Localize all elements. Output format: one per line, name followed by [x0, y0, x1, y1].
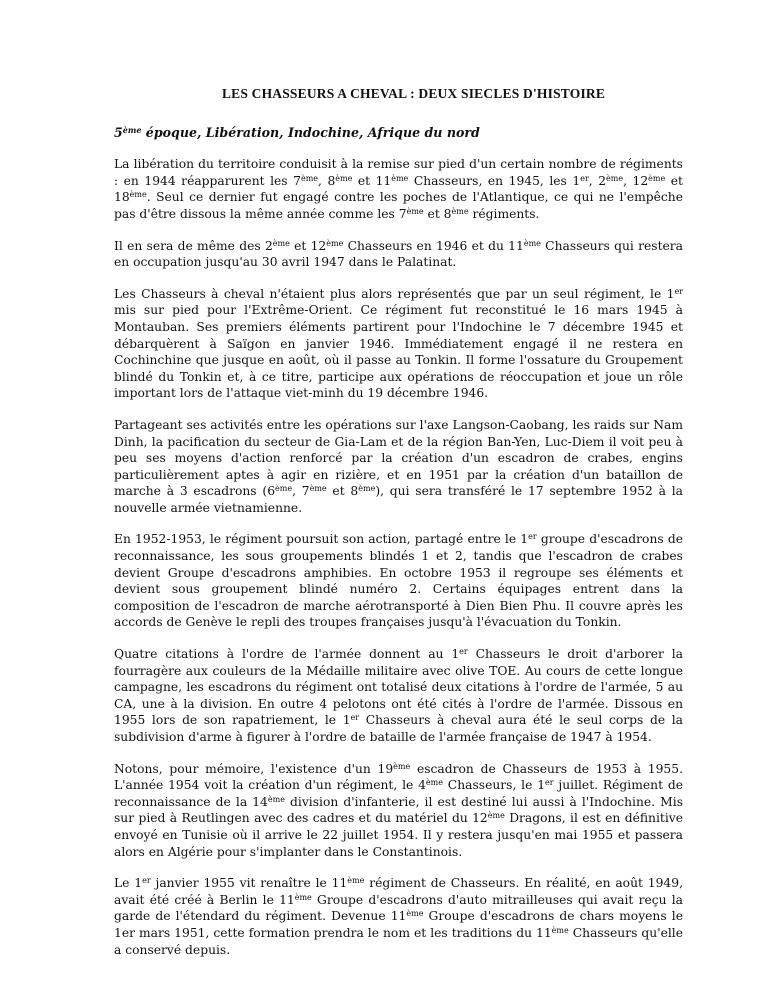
text-run: , 2: [588, 173, 607, 188]
paragraph: [114, 646, 683, 746]
ordinal-superscript: ème: [300, 173, 319, 183]
text-run: régiment de Chasseurs. En réalité, en août 1949, avait été créé à Berlin le 11: [114, 876, 683, 907]
text-run: division d'infanterie, il est destiné lui aussi à l'Indochine. Mis sur pied à Reutlingen avec des cadres et du matériel du 12: [114, 794, 684, 826]
ordinal-superscript: ème: [275, 484, 293, 494]
ordinal-superscript: ème: [523, 238, 541, 248]
document-title: LES CHASSEURS A CHEVAL : DEUX SIECLES D'HISTOIRE: [221, 86, 606, 101]
text-run: Notons, pour mémoire, l'existence d'un 19: [114, 761, 394, 776]
paragraph: [114, 286, 683, 402]
text-run: régiments.: [468, 206, 540, 221]
text-run: escadron de Chasseurs de 1953 à 1955. L'année 1954 voit la création d'un régiment, le 4: [114, 761, 683, 793]
text-run: Les Chasseurs à cheval n'étaient plus alors représentés que par un seul régiment, le 1: [114, 286, 675, 301]
ordinal-superscript: er: [142, 876, 151, 886]
ordinal-superscript: ème: [406, 909, 424, 919]
ordinal-superscript: er: [545, 778, 554, 788]
text-run: , 7: [292, 484, 310, 499]
text-run: Il en sera de même des 2: [114, 238, 273, 253]
ordinal-superscript: ème: [326, 238, 344, 248]
paragraph: [114, 875, 683, 958]
text-run: juillet. Régiment de reconnaissance de la 14: [114, 778, 683, 809]
text-run: Le 1: [114, 876, 143, 891]
ordinal-superscript: ème: [358, 484, 376, 494]
ordinal-superscript: ème: [129, 190, 147, 200]
text-run: mis sur pied pour l'Extrême-Orient. Ce régiment fut reconstitué le 16 mars 1945 à Montauban. Ses premiers éléments partirent pour l'Indochine le 7 décembre 1945 et débarquèrent à Saïgon en janvier 1946. Immédiatement engagé il ne restera en Cochinchine que jusque en août, où il passe au Tonkin. Il forme l'ossature du Groupement blindé du Tonkin et, à ce titre, participe aux opérations de réoccupation et joue un rôle important lors de l'attaque viet-minh du 19 décembre 1946.: [114, 303, 683, 401]
paragraph: [114, 761, 683, 861]
text-run: ), qui sera transféré le 17 septembre 1952 à la nouvelle armée vietnamienne.: [114, 484, 683, 515]
ordinal-superscript: ème: [272, 238, 290, 248]
text-run: janvier 1955 vit renaître le 11: [150, 876, 348, 891]
ordinal-superscript: ème: [335, 173, 353, 183]
paragraph: [114, 156, 683, 222]
text-run: et 11: [352, 173, 392, 188]
paragraph: [114, 417, 683, 517]
text-run: groupe d'escadrons de reconnaissance, les sous groupements blindés 1 et 2, tandis que l'escadron de crabes devient Groupe d'escadrons amphibies. En octobre 1953 il regroupe ses éléments et devient sous groupement blindé numéro 2. Certains équipages entrent dans la composition de l'escadron de marche aérotransporté à Dien Bien Phu. Il couvre après les accords de Genève le repli des troupes françaises jusqu'à l'évacuation du Tonkin.: [114, 532, 683, 630]
text-run: . Seul ce dernier fut engagé contre les poches de l'Atlantique, ce qui ne l'empêche pas d'être dissous la même année comme les 7: [114, 190, 683, 221]
text-run: Dragons, il est en définitive envoyé en Tunisie où il arrive le 22 juillet 1954. Il y restera jusqu'en mai 1955 et passera alors en Algérie pour s'implanter dans le Constantinois.: [114, 811, 684, 859]
text-run: Chasseurs, le 1: [442, 778, 546, 793]
text-run: Chasseurs qui restera en occupation jusqu'au 30 avril 1947 dans le Palatinat.: [114, 238, 684, 270]
ordinal-superscript: ème: [406, 206, 424, 216]
text-run: Quatre citations à l'ordre de l'armée donnent au 1: [114, 647, 460, 662]
paragraph: [114, 531, 683, 631]
paragraph: [114, 238, 683, 271]
text-run: , 12: [623, 173, 649, 188]
ordinal-superscript: ème: [309, 484, 327, 494]
ordinal-superscript: ème: [294, 892, 312, 902]
ordinal-superscript: ème: [391, 173, 409, 183]
ordinal-superscript: ème: [451, 206, 469, 216]
text-run: La libération du territoire conduisit à la remise sur pied d'un certain nombre de régiments : en 1944 réapparurent les 7: [114, 157, 683, 188]
body-text: [114, 156, 683, 958]
text-run: , 8: [318, 173, 336, 188]
text-run: Chasseurs, en 1945, les 1: [408, 173, 581, 188]
ordinal-superscript: er: [459, 647, 468, 657]
ordinal-superscript: er: [350, 713, 360, 723]
ordinal-superscript: ème: [425, 778, 443, 788]
text-run: et 8: [423, 206, 452, 221]
text-run: époque, Libération, Indochine, Afrique du nord: [141, 124, 480, 140]
ordinal-superscript: ème: [551, 925, 569, 935]
text-run: Groupe d'escadrons d'auto mitrailleuses qui avait reçu la garde de l'étendard du régiment. Devenue 11: [114, 892, 684, 924]
ordinal-superscript: ème: [122, 124, 142, 135]
text-run: Partageant ses activités entre les opérations sur l'axe Langson-Caobang, les raids sur Nam Dinh, la pacification du secteur de Gia-Lam et de la région Ban-Yen, Luc-Diem il voit peu à peu ses moyens d'action renforcé par la création d'un escadron de crabes, engins particulièrement aptes à agir en rizière, et en 1951 par la création d'un bataillon de marche à 3 escadrons (6: [114, 417, 683, 499]
ordinal-superscript: er: [528, 532, 537, 542]
section-heading: [114, 125, 683, 142]
ordinal-superscript: ème: [648, 173, 666, 183]
ordinal-superscript: er: [580, 173, 589, 183]
ordinal-superscript: ème: [606, 173, 624, 183]
text-run: et 12: [289, 238, 327, 253]
text-run: Chasseurs à cheval aura été le seul corps de la subdivision d'arme à figurer à l'ordre de bataille de l'armée française de 1947 à 1954.: [114, 713, 683, 744]
ordinal-superscript: ème: [393, 761, 411, 771]
text-run: 5: [114, 124, 123, 140]
ordinal-superscript: ème: [347, 876, 365, 886]
ordinal-superscript: ème: [267, 794, 285, 804]
ordinal-superscript: ème: [487, 811, 505, 821]
text-run: Chasseurs en 1946 et du 11: [343, 238, 524, 253]
text-run: et 8: [326, 484, 359, 499]
text-run: En 1952-1953, le régiment poursuit son action, partagé entre le 1: [114, 532, 529, 547]
text-run: Chasseurs qu'elle a conservé depuis.: [114, 925, 684, 957]
text-run: Groupe d'escadrons de chars moyens le 1er mars 1951, cette formation prendra le nom et les traditions du 11: [114, 909, 683, 940]
text-run: Chasseurs le droit d'arborer la fourragère aux couleurs de la Médaille militaire avec olive TOE. Au cours de cette longue campagne, les escadrons du régiment ont totalisé deux citations à l'ordre de l'armée, 5 au CA, une à la division. En outre 4 pelotons ont été cités à l'ordre de l'armée. Dissous en 1955 lors de son rapatriement, le 1: [114, 647, 684, 728]
ordinal-superscript: er: [674, 286, 683, 296]
text-run: et 18: [114, 173, 683, 205]
